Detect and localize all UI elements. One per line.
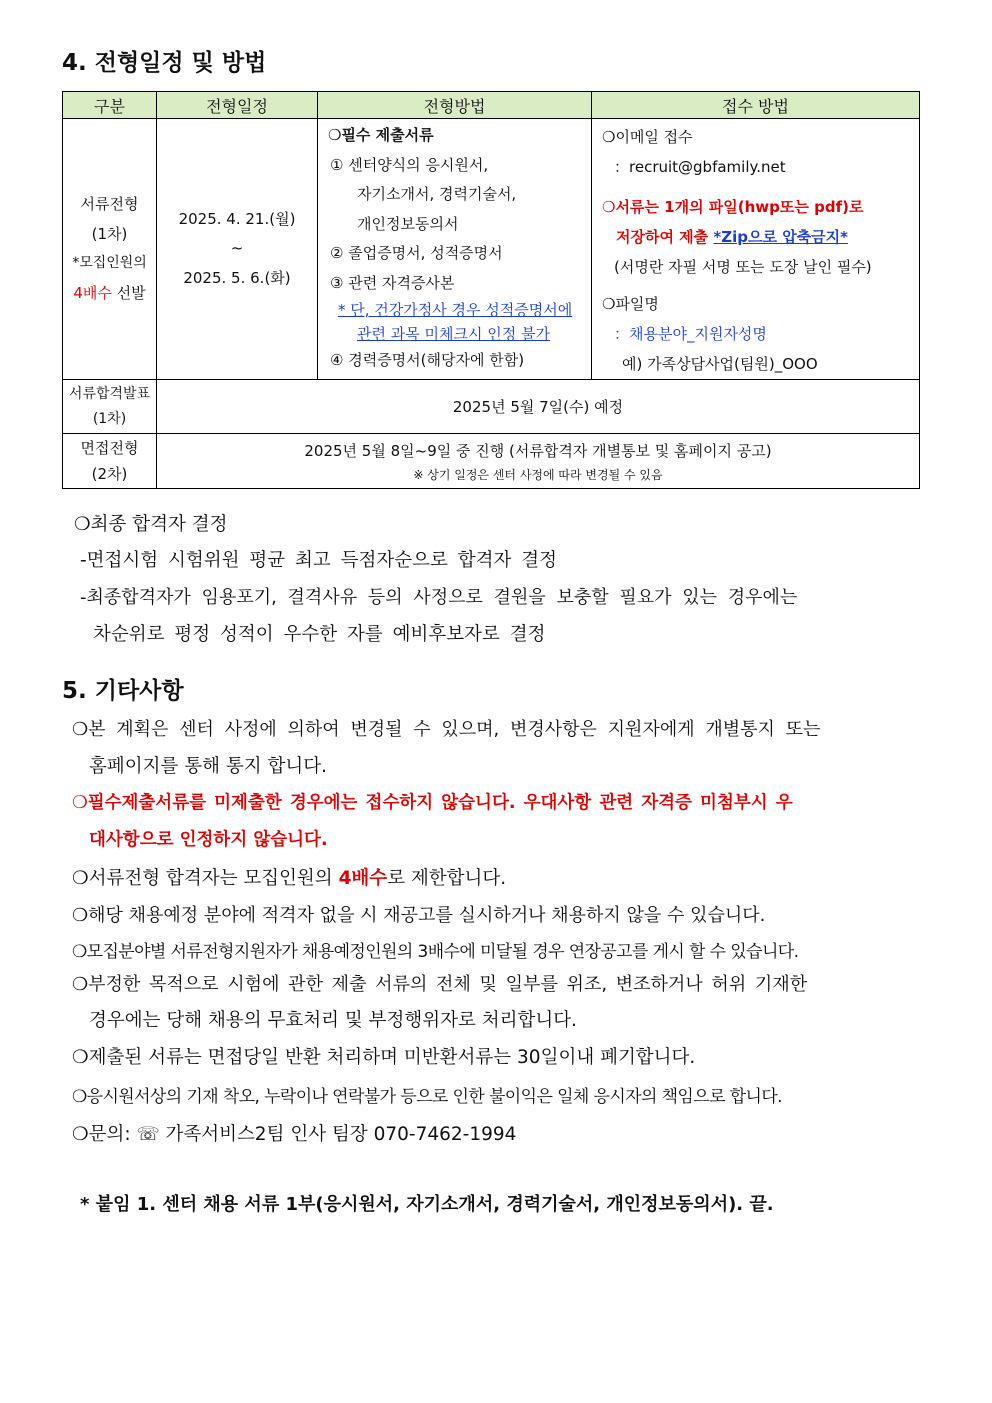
final-line3: 차순위로 평정 성적이 우수한 자를 예비후보자로 결정 — [93, 624, 546, 645]
attachment-note: * 붙임 1. 센터 채용 서류 1부(응시원서, 자기소개서, 경력기술서, 개인정보동의서). 끝. — [80, 1194, 774, 1215]
header-receipt: 접수 방법 — [592, 92, 920, 119]
header-category: 구분 — [63, 92, 157, 119]
note-1b: 홈페이지를 통해 통지 합니다. — [89, 756, 327, 777]
note-6a: ❍부정한 목적으로 시험에 관한 제출 서류의 전체 및 일부를 위조, 변조하거나 허위 기재한 — [72, 974, 808, 995]
row2-content: 2025년 5월 7일(수) 예정 — [157, 380, 920, 434]
table-row-document — [63, 119, 920, 380]
table-row-announcement — [63, 380, 920, 434]
row1-receipt: ❍이메일 접수 ：recruit@gbfamily.net ❍서류는 1개의 파일(hwp또는 pdf)로 저장하여 제출 *Zip으로 압축금지* (서명란 자필 서명 또는 도장 날인 필수) ❍파일명 ：채용분야_지원자성명 예) 가족상담사업(팀원)_OOO — [592, 119, 920, 380]
note-9-contact: ❍문의: ☏ 가족서비스2팀 인사 팀장 070-7462-1994 — [72, 1124, 517, 1145]
header-schedule: 전형일정 — [157, 92, 318, 119]
zip-warning: *Zip으로 압축금지* — [713, 228, 848, 246]
section5-title: 5. 기타사항 — [62, 678, 184, 704]
note-5: ❍모집분야별 서류전형지원자가 채용예정인원의 3배수에 미달될 경우 연장공고를 게시 할 수 있습니다. — [72, 942, 799, 962]
row1-category: 서류전형 (1차) *모집인원의 4배수 선발 — [63, 119, 157, 380]
row1-schedule: 2025. 4. 21.(월) ~ 2025. 5. 6.(화) — [157, 119, 318, 380]
row3-category: 면접전형 (2차) — [63, 434, 157, 489]
row3-content: 2025년 5월 8일~9일 중 진행 (서류합격자 개별통보 및 홈페이지 공고) ※ 상기 일정은 센터 사정에 따라 변경될 수 있음 — [157, 434, 920, 489]
receipt-email: ：recruit@gbfamily.net — [614, 158, 786, 176]
final-line2: -최종합격자가 임용포기, 결격사유 등의 사정으로 결원을 보충할 필요가 있는 경우에는 — [80, 587, 798, 608]
note-7: ❍제출된 서류는 면접당일 반환 처리하며 미반환서류는 30일이내 폐기합니다. — [72, 1047, 696, 1068]
schedule-table — [62, 91, 920, 489]
final-title: ❍최종 합격자 결정 — [74, 514, 228, 535]
note-1a: ❍본 계획은 센터 사정에 의하여 변경될 수 있으며, 변경사항은 지원자에게 개별통지 또는 — [72, 719, 821, 740]
table-header-row — [63, 92, 920, 119]
note-2b: 대사항으로 인정하지 않습니다. — [89, 830, 328, 850]
final-line1: -면접시험 시험위원 평균 최고 득점자순으로 합격자 결정 — [80, 550, 557, 571]
section4-title: 4. 전형일정 및 방법 — [62, 50, 267, 76]
table-row-interview — [63, 434, 920, 489]
row1-method: ❍필수 제출서류 ① 센터양식의 응시원서, 자기소개서, 경력기술서, 개인정보동의서 ② 졸업증명서, 성적증명서 ③ 관련 자격증사본 * 단, 건강가정사 경우 성적증명서에 관련 과목 미체크시 인정 불가 ④ 경력증명서(해당자에 한함) — [318, 119, 592, 380]
method-note: * 단, 건강가정사 경우 성적증명서에 — [338, 301, 573, 319]
note-8: ❍응시원서상의 기재 착오, 누락이나 연락불가 등으로 인한 불이익은 일체 응시자의 책임으로 합니다. — [72, 1087, 782, 1107]
header-method: 전형방법 — [318, 92, 592, 119]
note-6b: 경우에는 당해 채용의 무효처리 및 부정행위자로 처리합니다. — [89, 1010, 577, 1031]
note-4: ❍해당 채용예정 분야에 적격자 없을 시 재공고를 실시하거나 채용하지 않을 수 있습니다. — [72, 905, 766, 926]
row2-category: 서류합격발표 (1차) — [63, 380, 157, 434]
note-2a: ❍필수제출서류를 미제출한 경우에는 접수하지 않습니다. 우대사항 관련 자격증 미첨부시 우 — [72, 793, 793, 813]
note-3: ❍서류전형 합격자는 모집인원의 4배수로 제한합니다. — [72, 868, 507, 889]
